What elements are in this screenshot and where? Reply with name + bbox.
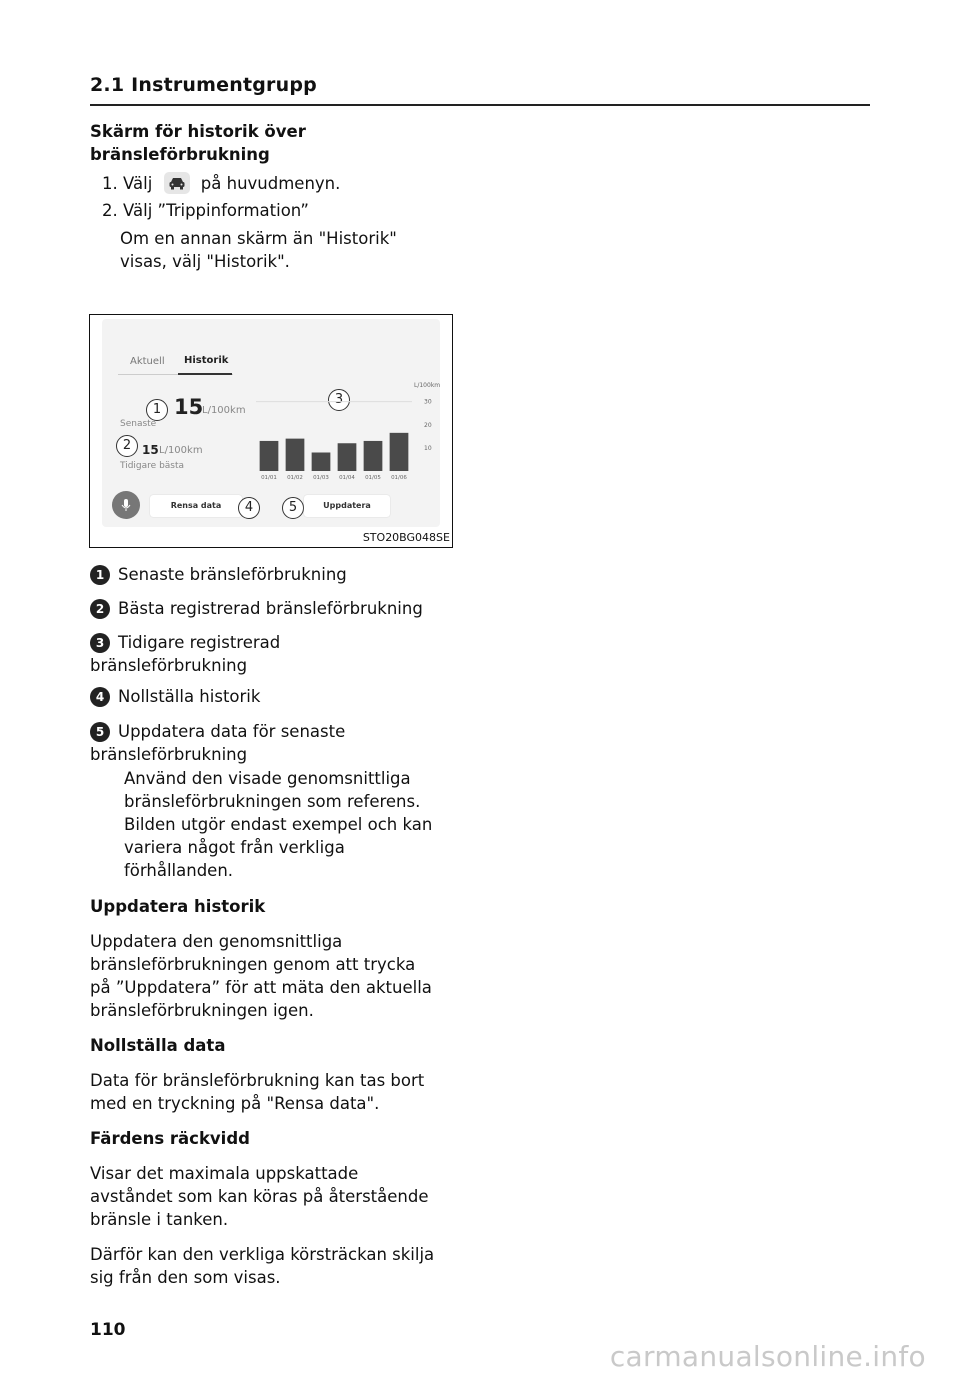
- paragraph-line: Data för bränsleförbrukning kan tas bort: [90, 1071, 425, 1090]
- legend-text: Uppdatera data för senaste: [118, 722, 346, 741]
- step-1-suffix: på huvudmenyn.: [200, 174, 341, 193]
- latest-value: 15: [174, 395, 204, 419]
- callout-4: 4: [238, 497, 260, 519]
- heading-reset-data: Nollställa data: [90, 1036, 226, 1055]
- bar: [260, 441, 279, 471]
- y-axis-unit: L/100km: [414, 382, 441, 389]
- legend-item-1: [90, 563, 460, 586]
- microphone-icon: [112, 491, 140, 519]
- x-tick-label: 01/05: [365, 475, 381, 481]
- x-tick-label: 01/04: [339, 475, 355, 481]
- note-line: Använd den visade genomsnittliga: [124, 769, 411, 788]
- x-tick-label: 01/06: [391, 475, 407, 481]
- x-tick-label: 01/03: [313, 475, 329, 481]
- paragraph-line: bränsleförbrukningen genom att trycka: [90, 955, 416, 974]
- page-number: 110: [90, 1320, 126, 1340]
- y-tick-label: 30: [424, 398, 432, 406]
- bar: [312, 453, 331, 472]
- legend-item-5: [90, 720, 460, 766]
- x-tick-label: 01/01: [261, 475, 277, 481]
- legend-item-2: [90, 597, 460, 620]
- latest-unit: L/100km: [202, 405, 246, 416]
- paragraph-line: avståndet som kan köras på återstående: [90, 1187, 429, 1206]
- section-title: 2.1 Instrumentgrupp: [90, 74, 317, 96]
- callout-3: 3: [328, 389, 350, 411]
- legend-number: 4: [90, 687, 110, 707]
- watermark: carmanualsonline.info: [609, 1340, 926, 1373]
- latest-label: Senaste: [120, 419, 157, 429]
- heading-range: Färdens räckvidd: [90, 1129, 250, 1148]
- intro-heading-line1: Skärm för historik över: [90, 122, 306, 141]
- heading-update-history: Uppdatera historik: [90, 897, 266, 916]
- figure-code: STO20BG048SE: [362, 531, 450, 544]
- paragraph-line: Uppdatera den genomsnittliga: [90, 932, 343, 951]
- x-tick-label: 01/02: [287, 475, 303, 481]
- bar: [390, 433, 409, 471]
- car-icon: [164, 172, 190, 194]
- legend-number: 5: [90, 722, 110, 742]
- tab-active-underline: [178, 373, 232, 375]
- y-tick-label: 20: [424, 421, 432, 429]
- paragraph-line: Visar det maximala uppskattade: [90, 1164, 359, 1183]
- best-label: Tidigare bästa: [120, 461, 185, 471]
- step-2: 2. Välj ”Trippinformation”: [102, 201, 309, 220]
- paragraph-line: sig från den som visas.: [90, 1268, 281, 1287]
- intro-heading: [90, 120, 460, 166]
- intro-heading-line2: bränsleförbrukning: [90, 145, 270, 164]
- paragraph-line: med en tryckning på "Rensa data".: [90, 1094, 380, 1113]
- paragraph-line: Därför kan den verkliga körsträckan skilja: [90, 1245, 435, 1264]
- paragraph-line: bränsleförbrukningen igen.: [90, 1001, 314, 1020]
- callout-2: 2: [116, 435, 138, 457]
- tab-aktuell[interactable]: Aktuell: [130, 356, 165, 367]
- reference-note: [124, 767, 464, 882]
- section-header: [90, 74, 870, 106]
- step-2-note-line2: visas, välj "Historik".: [120, 252, 290, 271]
- paragraph-update-history: [90, 930, 460, 1022]
- bar: [364, 441, 383, 471]
- step-2-note-line1: Om en annan skärm än "Historik": [120, 229, 397, 248]
- legend-item-3: [90, 631, 460, 677]
- legend-number: 2: [90, 599, 110, 619]
- best-value: 15: [142, 443, 159, 457]
- legend-text: Senaste bränsleförbrukning: [118, 565, 347, 584]
- paragraph-range-note: [90, 1243, 460, 1289]
- note-line: förhållanden.: [124, 861, 234, 880]
- paragraph-reset-data: [90, 1069, 460, 1115]
- step-1-prefix: 1. Välj: [102, 174, 153, 193]
- best-unit: L/100km: [159, 445, 203, 456]
- paragraph-range: [90, 1162, 460, 1231]
- bar: [338, 443, 357, 471]
- history-screen: [102, 319, 440, 527]
- fuel-history-chart: [252, 359, 442, 489]
- legend-text: Tidigare registrerad: [118, 633, 281, 652]
- legend-text-cont: bränsleförbrukning: [90, 745, 248, 764]
- paragraph-line: på ”Uppdatera” för att mäta den aktuella: [90, 978, 432, 997]
- note-line: Bilden utgör endast exempel och kan: [124, 815, 433, 834]
- note-line: variera något från verkliga: [124, 838, 345, 857]
- legend-text-cont: bränsleförbrukning: [90, 656, 248, 675]
- tab-historik[interactable]: Historik: [184, 355, 229, 366]
- legend-text: Nollställa historik: [118, 687, 261, 706]
- callout-5: 5: [282, 497, 304, 519]
- callout-1: 1: [146, 399, 168, 421]
- history-screen-figure: [89, 314, 453, 548]
- legend-text: Bästa registrerad bränsleförbrukning: [118, 599, 423, 618]
- y-tick-label: 10: [424, 444, 432, 452]
- clear-data-button[interactable]: Rensa data: [150, 495, 242, 517]
- note-line: bränsleförbrukningen som referens.: [124, 792, 421, 811]
- legend-number: 3: [90, 633, 110, 653]
- bar: [286, 439, 305, 471]
- update-button[interactable]: Uppdatera: [304, 495, 390, 517]
- step-1: [102, 172, 340, 195]
- legend-item-4: [90, 685, 460, 708]
- legend-number: 1: [90, 565, 110, 585]
- microphone-button[interactable]: [112, 491, 140, 519]
- paragraph-line: bränsle i tanken.: [90, 1210, 229, 1229]
